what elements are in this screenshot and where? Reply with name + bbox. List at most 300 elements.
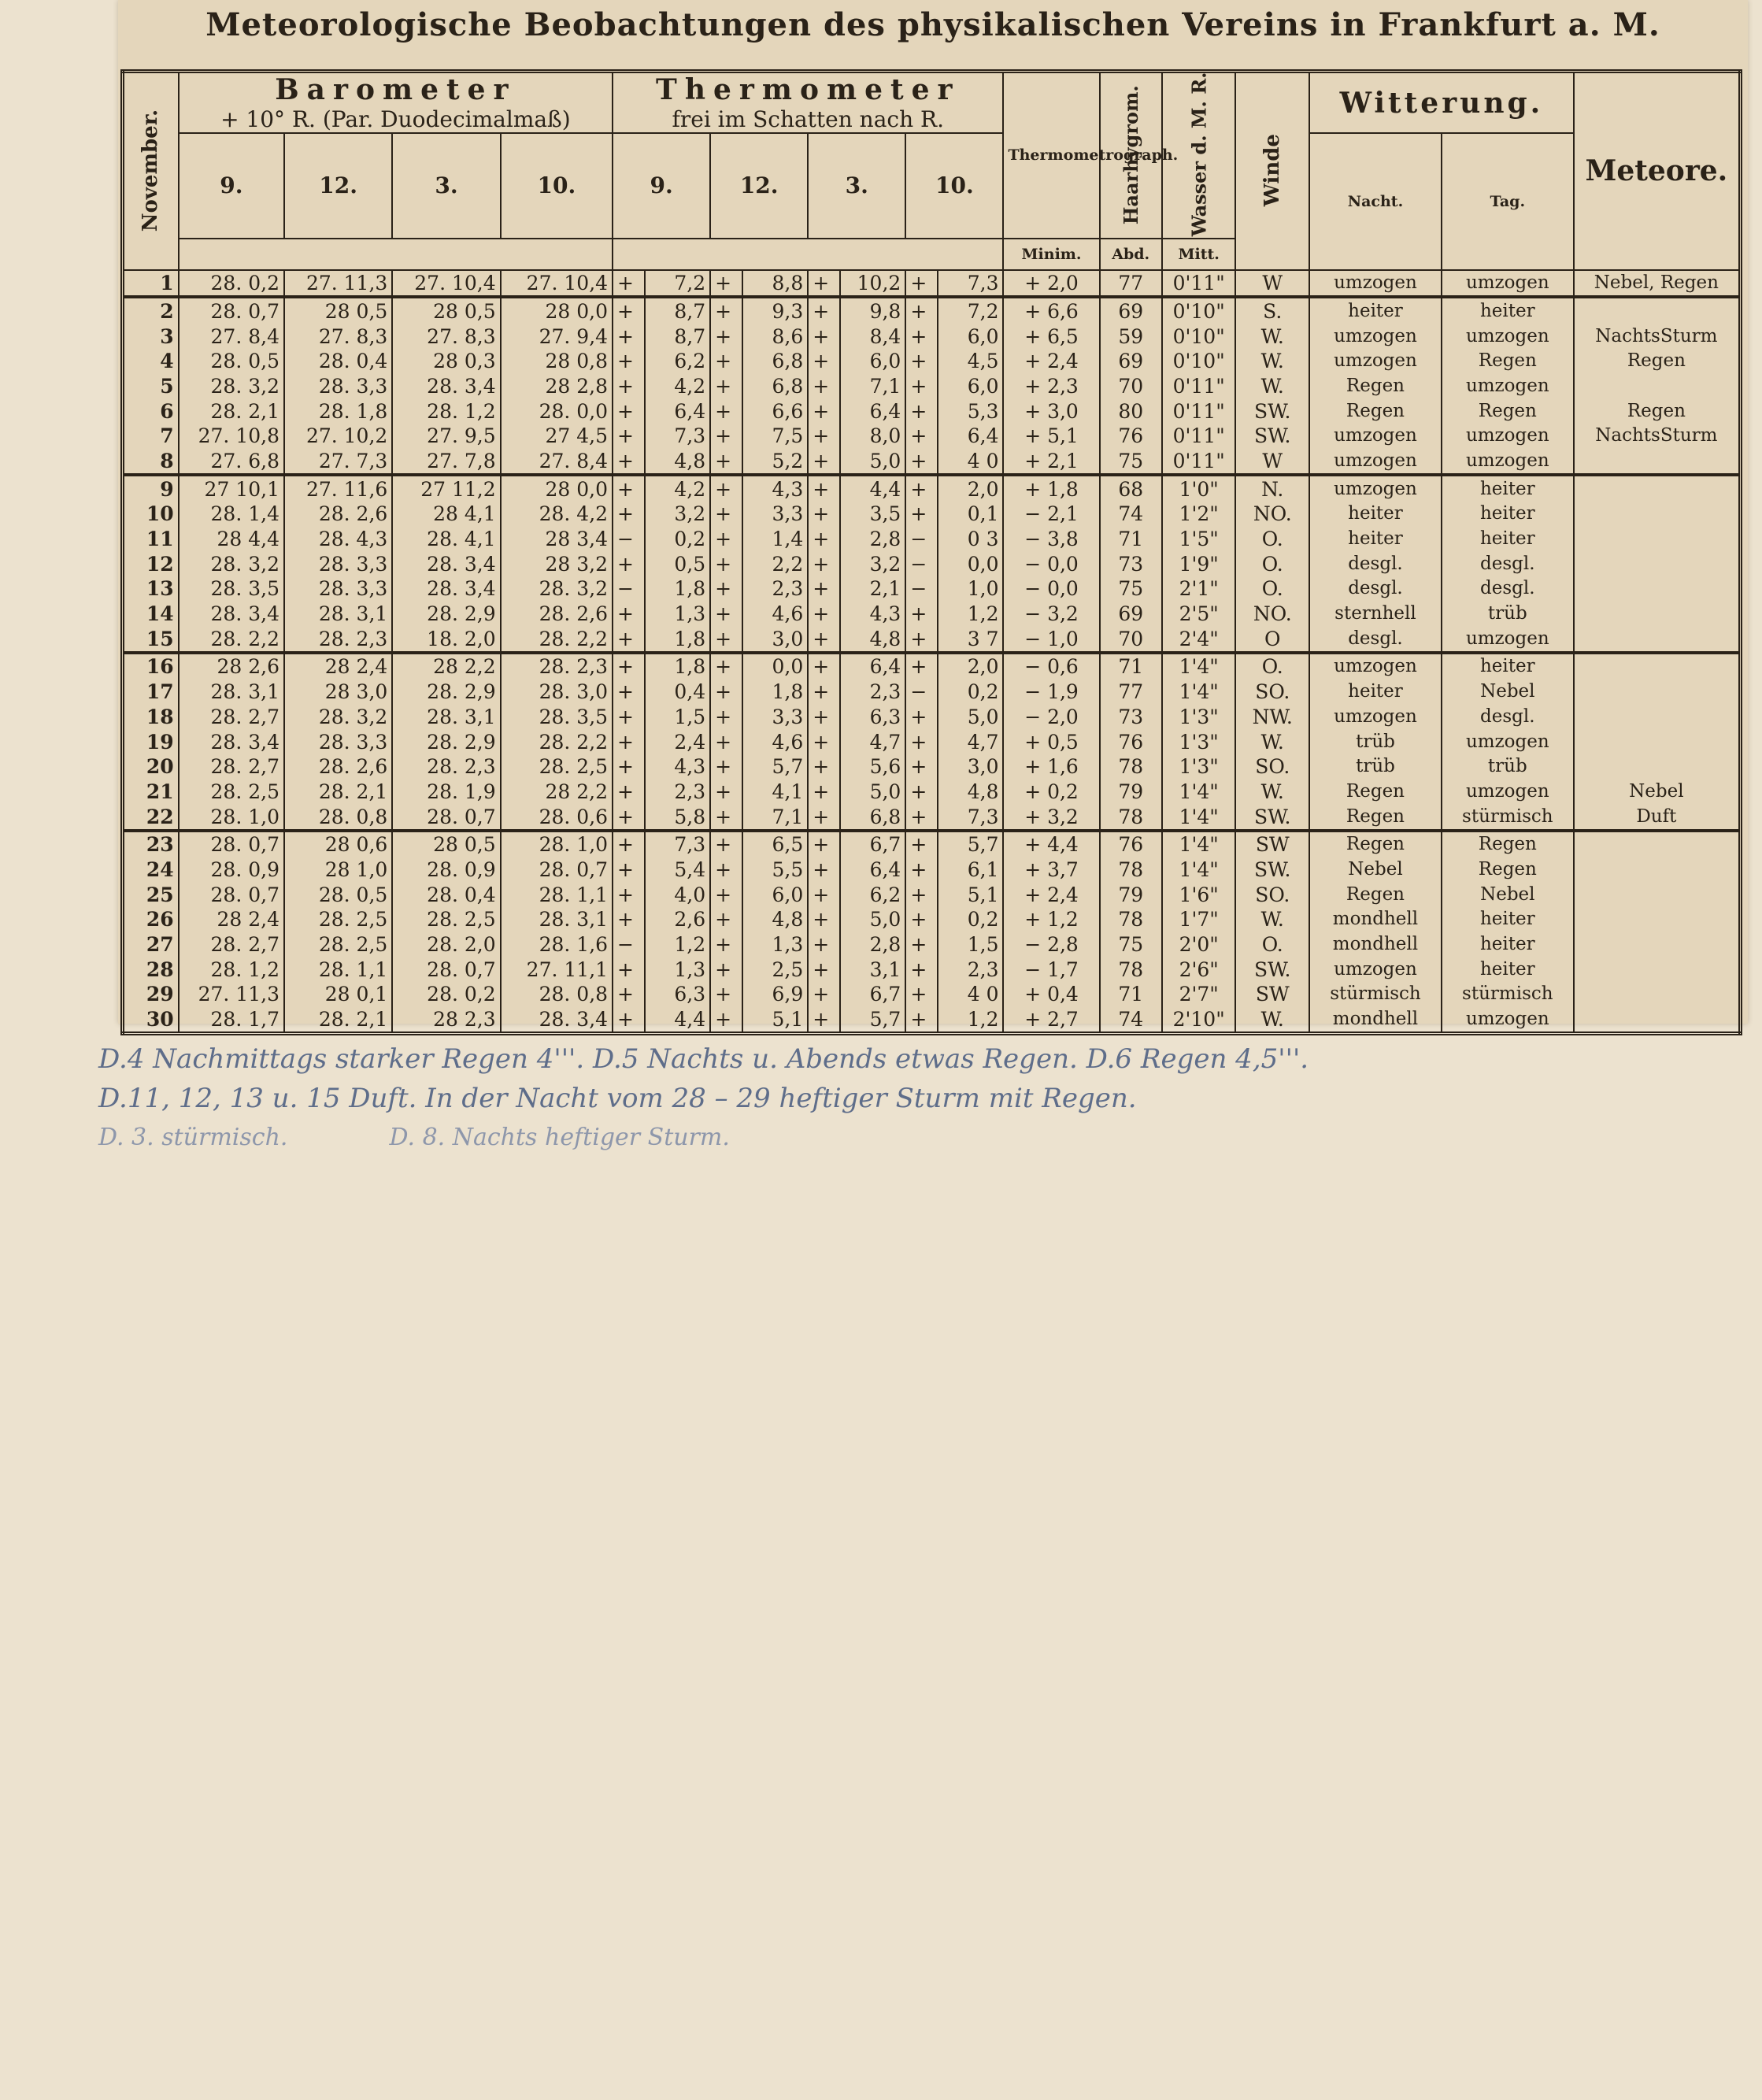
thermo-sign-cell: + [808,907,840,932]
table-row [123,324,1741,349]
barometer-cell: 28. 0,2 [392,982,500,1007]
witterung-nacht-cell: heiter [1309,680,1442,705]
thermo-sign-cell: + [710,324,742,349]
thermo-sign-cell: + [613,704,645,729]
thermo-sign-cell: − [613,527,645,552]
barometer-cell: 28. 3,3 [284,729,392,754]
thermo-value-cell: 5,8 [645,804,710,831]
thermo-value-cell: 6,4 [840,857,905,883]
thermo-sign-cell: + [710,804,742,831]
wind-cell: SW [1235,831,1309,857]
witterung-tag-cell: umzogen [1442,626,1574,653]
wasser-cell: 1'4" [1162,780,1236,805]
minimum-cell: − 0,0 [1003,551,1099,576]
wasser-cell: 1'6" [1162,882,1236,907]
thermo-sign-cell: + [808,576,840,602]
thermo-sign-cell: + [710,527,742,552]
thermo-sign-cell: − [905,527,938,552]
thermo-sign-cell: + [710,932,742,957]
day-cell: 27 [123,932,179,957]
thermo-value-cell: 4,8 [742,907,808,932]
barometer-cell: 28. 3,4 [392,576,500,602]
witterung-nacht-cell: Regen [1309,831,1442,857]
day-cell: 10 [123,502,179,527]
wind-cell: SW. [1235,804,1309,831]
meteore-cell: Duft [1574,804,1741,831]
wasser-cell: 1'4" [1162,804,1236,831]
table-row [123,527,1741,552]
thermo-sign-cell: + [905,626,938,653]
thermo-value-cell: 5,0 [840,449,905,476]
thermo-value-cell: 4,3 [840,602,905,627]
wind-cell: W. [1235,1007,1309,1034]
thermo-value-cell: 0,0 [938,551,1003,576]
barometer-cell: 27 10,1 [179,475,284,502]
baro-hour-3: 3. [392,133,500,239]
barometer-cell: 28. 3,1 [284,602,392,627]
thermo-value-cell: 3,3 [742,502,808,527]
wasser-cell: 0'11" [1162,270,1236,298]
wind-cell: SW. [1235,857,1309,883]
witterung-tag-cell: umzogen [1442,1007,1574,1034]
barometer-cell: 27. 7,8 [392,449,500,476]
barometer-cell: 28. 2,1 [284,1007,392,1034]
thermo-value-cell: 4,8 [645,449,710,476]
witterung-tag-cell: Regen [1442,857,1574,883]
meteore-header: Meteore. [1574,72,1741,270]
witterung-tag-cell: heiter [1442,527,1574,552]
day-cell: 9 [123,475,179,502]
thermo-value-cell: 8,8 [742,270,808,298]
thermo-sign-cell: + [710,780,742,805]
barometer-cell: 28. 0,7 [501,857,613,883]
barometer-cell: 28 3,0 [284,680,392,705]
witterung-tag-cell: heiter [1442,653,1574,680]
barometer-cell: 28. 3,4 [179,729,284,754]
minimum-cell: + 2,1 [1003,449,1099,476]
barometer-cell: 28. 3,3 [284,374,392,399]
witterung-tag-cell: umzogen [1442,780,1574,805]
thermo-sign-cell: + [613,882,645,907]
barometer-cell: 28. 1,8 [284,398,392,424]
barometer-cell: 28. 4,2 [501,502,613,527]
day-cell: 18 [123,704,179,729]
thermo-sign-cell: + [905,502,938,527]
day-cell: 14 [123,602,179,627]
hygrometer-cell: 75 [1100,576,1162,602]
thermometer-title: Thermometer [656,73,961,106]
minimum-cell: − 1,7 [1003,957,1099,982]
wasser-header: Wasser d. M. R. [1162,72,1236,239]
hygrometer-cell: 71 [1100,982,1162,1007]
baro-rule [179,239,613,270]
barometer-cell: 27. 8,4 [501,449,613,476]
witterung-nacht-cell: umzogen [1309,349,1442,374]
hygrometer-cell: 69 [1100,297,1162,324]
witterung-tag-cell: heiter [1442,907,1574,932]
thermo-value-cell: 6,0 [938,324,1003,349]
hygrometer-cell: 79 [1100,780,1162,805]
barometer-cell: 27. 10,2 [284,424,392,449]
barometer-cell: 27. 10,8 [179,424,284,449]
day-cell: 8 [123,449,179,476]
hygrometer-cell: 71 [1100,527,1162,552]
table-row [123,449,1741,476]
barometer-cell: 28 0,5 [392,297,500,324]
meteore-cell [1574,626,1741,653]
wind-cell: W. [1235,907,1309,932]
thermo-sign-cell: + [808,424,840,449]
wasser-cell: 0'11" [1162,398,1236,424]
barometer-cell: 28. 0,5 [179,349,284,374]
thermo-value-cell: 7,3 [938,804,1003,831]
thermo-sign-cell: + [808,680,840,705]
hygrometer-cell: 78 [1100,907,1162,932]
hygrometer-cell: 70 [1100,626,1162,653]
wind-cell: W. [1235,729,1309,754]
minimum-cell: − 2,1 [1003,502,1099,527]
hygrometer-cell: 78 [1100,804,1162,831]
thermo-value-cell: 8,7 [645,324,710,349]
thermo-sign-cell: + [613,270,645,298]
wind-cell: W. [1235,374,1309,399]
day-cell: 26 [123,907,179,932]
hygrometer-cell: 76 [1100,424,1162,449]
thermo-sign-cell: + [905,374,938,399]
thermo-value-cell: 6,9 [742,982,808,1007]
barometer-cell: 28. 1,9 [392,780,500,805]
barometer-cell: 28. 1,7 [179,1007,284,1034]
thermo-sign-cell: + [613,653,645,680]
thermo-hour-12: 12. [710,133,808,239]
hygrometer-cell: 76 [1100,729,1162,754]
barometer-cell: 28. 0,4 [284,349,392,374]
day-cell: 13 [123,576,179,602]
barometer-cell: 28. 3,5 [501,704,613,729]
thermo-value-cell: 3,2 [645,502,710,527]
barometer-cell: 28. 3,2 [284,704,392,729]
minimum-cell: + 1,6 [1003,754,1099,780]
thermo-sign-cell: + [905,857,938,883]
thermo-sign-cell: + [613,475,645,502]
witterung-tag-cell: desgl. [1442,576,1574,602]
witterung-header: Witterung. [1309,72,1574,134]
wind-cell: SO. [1235,882,1309,907]
winde-header: Winde [1235,72,1309,270]
thermo-sign-cell: − [613,932,645,957]
thermo-sign-cell: + [613,626,645,653]
barometer-cell: 28. 0,9 [179,857,284,883]
witterung-tag-cell: Nebel [1442,680,1574,705]
minim-header: Minim. [1003,239,1099,270]
wind-cell: O. [1235,932,1309,957]
hygrometer-header: Haarhygrom. [1100,72,1162,239]
barometer-cell: 27. 11,1 [501,957,613,982]
minimum-cell: − 1,0 [1003,626,1099,653]
minimum-cell: − 3,8 [1003,527,1099,552]
witterung-nacht-cell: Regen [1309,398,1442,424]
day-cell: 20 [123,754,179,780]
thermo-sign-cell: + [710,424,742,449]
witterung-nacht-cell: umzogen [1309,475,1442,502]
thermo-sign-cell: + [808,704,840,729]
barometer-cell: 28. 0,6 [501,804,613,831]
witterung-tag-cell: heiter [1442,932,1574,957]
barometer-cell: 27. 11,3 [179,982,284,1007]
thermo-value-cell: 7,1 [840,374,905,399]
barometer-cell: 28. 3,3 [284,551,392,576]
barometer-cell: 28. 2,2 [501,626,613,653]
thermo-hour-9: 9. [613,133,710,239]
meteore-cell [1574,957,1741,982]
witterung-nacht-cell: Regen [1309,882,1442,907]
thermo-sign-cell: + [613,324,645,349]
meteore-cell [1574,857,1741,883]
hygrometer-cell: 59 [1100,324,1162,349]
thermo-value-cell: 2,0 [938,475,1003,502]
meteore-cell [1574,475,1741,502]
hygrometer-cell: 75 [1100,932,1162,957]
thermo-value-cell: 5,2 [742,449,808,476]
thermo-value-cell: 6,4 [645,398,710,424]
meteore-cell [1574,449,1741,476]
thermo-value-cell: 1,5 [938,932,1003,957]
thermo-value-cell: 1,8 [645,626,710,653]
meteore-cell [1574,1007,1741,1034]
thermo-sign-cell: + [905,398,938,424]
barometer-cell: 28. 3,4 [501,1007,613,1034]
table-row [123,576,1741,602]
wind-cell: SW [1235,982,1309,1007]
thermo-value-cell: 4,7 [938,729,1003,754]
thermo-sign-cell: + [905,957,938,982]
barometer-cell: 28. 0,7 [392,957,500,982]
minimum-cell: − 1,9 [1003,680,1099,705]
wind-cell: W [1235,270,1309,298]
thermo-value-cell: 7,2 [938,297,1003,324]
thermo-value-cell: 2,4 [645,729,710,754]
witterung-nacht-cell: Regen [1309,374,1442,399]
barometer-cell: 28. 2,3 [501,653,613,680]
thermo-value-cell: 6,3 [840,704,905,729]
note-line-3 [98,1118,1673,1157]
day-cell: 28 [123,957,179,982]
witterung-nacht-cell: umzogen [1309,653,1442,680]
thermo-value-cell: 7,5 [742,424,808,449]
thermo-value-cell: 1,2 [645,932,710,957]
thermo-value-cell: 6,2 [645,349,710,374]
thermo-value-cell: 0,4 [645,680,710,705]
witterung-tag-cell: umzogen [1442,729,1574,754]
wind-cell: O [1235,626,1309,653]
thermo-sign-cell: + [710,1007,742,1034]
wind-cell: W. [1235,324,1309,349]
witterung-nacht-cell: umzogen [1309,270,1442,298]
barometer-cell: 28. 2,7 [179,932,284,957]
wasser-cell: 2'1" [1162,576,1236,602]
witterung-nacht-cell: stürmisch [1309,982,1442,1007]
day-cell: 12 [123,551,179,576]
witterung-tag-cell: Regen [1442,831,1574,857]
thermo-value-cell: 2,2 [742,551,808,576]
thermo-sign-cell: + [808,374,840,399]
thermo-value-cell: 5,4 [645,857,710,883]
barometer-cell: 28. 3,4 [179,602,284,627]
thermo-value-cell: 6,0 [840,349,905,374]
witterung-tag-cell: heiter [1442,475,1574,502]
table-row [123,475,1741,502]
thermo-value-cell: 6,8 [840,804,905,831]
thermo-sign-cell: + [905,1007,938,1034]
hygrometer-cell: 68 [1100,475,1162,502]
thermo-sign-cell: + [905,754,938,780]
thermo-sign-cell: + [613,780,645,805]
thermo-value-cell: 3,0 [938,754,1003,780]
thermo-value-cell: 5,0 [840,907,905,932]
thermo-sign-cell: + [808,857,840,883]
barometer-cell: 28. 2,3 [392,754,500,780]
wasser-cell: 0'11" [1162,374,1236,399]
wasser-cell: 2'10" [1162,1007,1236,1034]
thermo-sign-cell: + [710,653,742,680]
thermo-sign-cell: + [905,297,938,324]
thermo-value-cell: 2,0 [938,653,1003,680]
barometer-cell: 27. 11,3 [284,270,392,298]
witterung-nacht-cell: umzogen [1309,449,1442,476]
thermo-sign-cell: + [710,957,742,982]
thermo-sign-cell: + [808,626,840,653]
minimum-cell: + 2,4 [1003,882,1099,907]
thermo-value-cell: 0,0 [742,653,808,680]
thermo-sign-cell: + [613,551,645,576]
tag-header: Tag. [1442,133,1574,270]
barometer-cell: 28. 2,9 [392,729,500,754]
thermo-sign-cell: + [808,1007,840,1034]
wasser-cell: 1'2" [1162,502,1236,527]
thermo-sign-cell: + [905,449,938,476]
wasser-cell: 1'4" [1162,653,1236,680]
thermo-value-cell: 6,8 [742,374,808,399]
table-row [123,907,1741,932]
thermo-sign-cell: + [808,882,840,907]
wasser-cell: 0'10" [1162,324,1236,349]
page-title: Meteorologische Beobachtungen des physikalischen Vereins in Frankfurt a. M. [205,6,1660,43]
barometer-cell: 28. 2,6 [284,502,392,527]
meteore-cell: Regen [1574,398,1741,424]
thermo-value-cell: 2,6 [645,907,710,932]
thermo-value-cell: 4,1 [742,780,808,805]
minimum-cell: + 3,2 [1003,804,1099,831]
barometer-cell: 28. 2,2 [501,729,613,754]
meteore-cell [1574,551,1741,576]
barometer-cell: 28. 1,4 [179,502,284,527]
note-line-1: D.4 Nachmittags starker Regen 4'''. D.5 Nachts u. Abends etwas Regen. D.6 Regen 4,5'''. [98,1043,1309,1075]
table-row [123,349,1741,374]
thermo-sign-cell: + [808,831,840,857]
barometer-cell: 28. 3,3 [284,576,392,602]
thermo-value-cell: 4 0 [938,449,1003,476]
thermo-value-cell: 6,4 [840,653,905,680]
thermo-sign-cell: + [808,324,840,349]
wasser-cell: 1'9" [1162,551,1236,576]
thermo-value-cell: 6,4 [840,398,905,424]
thermo-sign-cell: + [905,982,938,1007]
thermo-value-cell: 7,3 [645,424,710,449]
thermo-sign-cell: + [905,349,938,374]
barometer-cell: 28. 0,4 [392,882,500,907]
wind-cell: N. [1235,475,1309,502]
observation-table [120,69,1742,1035]
barometer-cell: 28. 2,7 [179,704,284,729]
witterung-tag-cell: desgl. [1442,551,1574,576]
minimum-cell: + 2,7 [1003,1007,1099,1034]
witterung-nacht-cell: Nebel [1309,857,1442,883]
minimum-cell: + 1,8 [1003,475,1099,502]
thermo-value-cell: 4,8 [938,780,1003,805]
thermo-sign-cell: + [613,374,645,399]
wasser-cell: 2'7" [1162,982,1236,1007]
barometer-cell: 28. 2,1 [179,398,284,424]
thermo-sign-cell: + [710,754,742,780]
witterung-nacht-cell: heiter [1309,527,1442,552]
thermo-value-cell: 1,5 [645,704,710,729]
barometer-cell: 28. 2,9 [392,602,500,627]
barometer-subtitle: + 10° R. (Par. Duodecimalmaß) [220,106,571,132]
barometer-cell: 28. 3,1 [501,907,613,932]
minimum-cell: − 2,8 [1003,932,1099,957]
thermo-value-cell: 4,3 [742,475,808,502]
barometer-cell: 28. 0,2 [179,270,284,298]
thermo-value-cell: 1,8 [645,576,710,602]
wasser-cell: 1'5" [1162,527,1236,552]
thermo-value-cell: 3 7 [938,626,1003,653]
witterung-tag-cell: umzogen [1442,270,1574,298]
thermo-value-cell: 0,5 [645,551,710,576]
barometer-cell: 27. 9,5 [392,424,500,449]
thermo-sign-cell: + [905,424,938,449]
thermo-value-cell: 3,3 [742,704,808,729]
table-row [123,374,1741,399]
hygrometer-cell: 80 [1100,398,1162,424]
observation-sheet [118,0,1748,1031]
barometer-cell: 27 4,5 [501,424,613,449]
thermo-sign-cell: + [905,804,938,831]
barometer-cell: 28. 0,5 [284,882,392,907]
thermo-sign-cell: + [808,780,840,805]
barometer-cell: 28. 0,0 [501,398,613,424]
thermo-value-cell: 7,1 [742,804,808,831]
thermo-value-cell: 5,6 [840,754,905,780]
thermo-value-cell: 1,8 [742,680,808,705]
barometer-cell: 27. 9,4 [501,324,613,349]
thermo-sign-cell: + [710,729,742,754]
barometer-cell: 28. 0,9 [392,857,500,883]
barometer-cell: 28 0,0 [501,297,613,324]
minimum-cell: + 4,4 [1003,831,1099,857]
wind-cell: SW. [1235,398,1309,424]
barometer-cell: 28. 0,8 [284,804,392,831]
day-cell: 5 [123,374,179,399]
baro-hour-12: 12. [284,133,392,239]
thermo-value-cell: 7,2 [645,270,710,298]
thermo-value-cell: 5,3 [938,398,1003,424]
day-cell: 22 [123,804,179,831]
barometer-cell: 28 0,0 [501,475,613,502]
baro-hour-10: 10. [501,133,613,239]
minimum-cell: + 0,5 [1003,729,1099,754]
thermo-sign-cell: + [808,729,840,754]
barometer-cell: 28 0,6 [284,831,392,857]
